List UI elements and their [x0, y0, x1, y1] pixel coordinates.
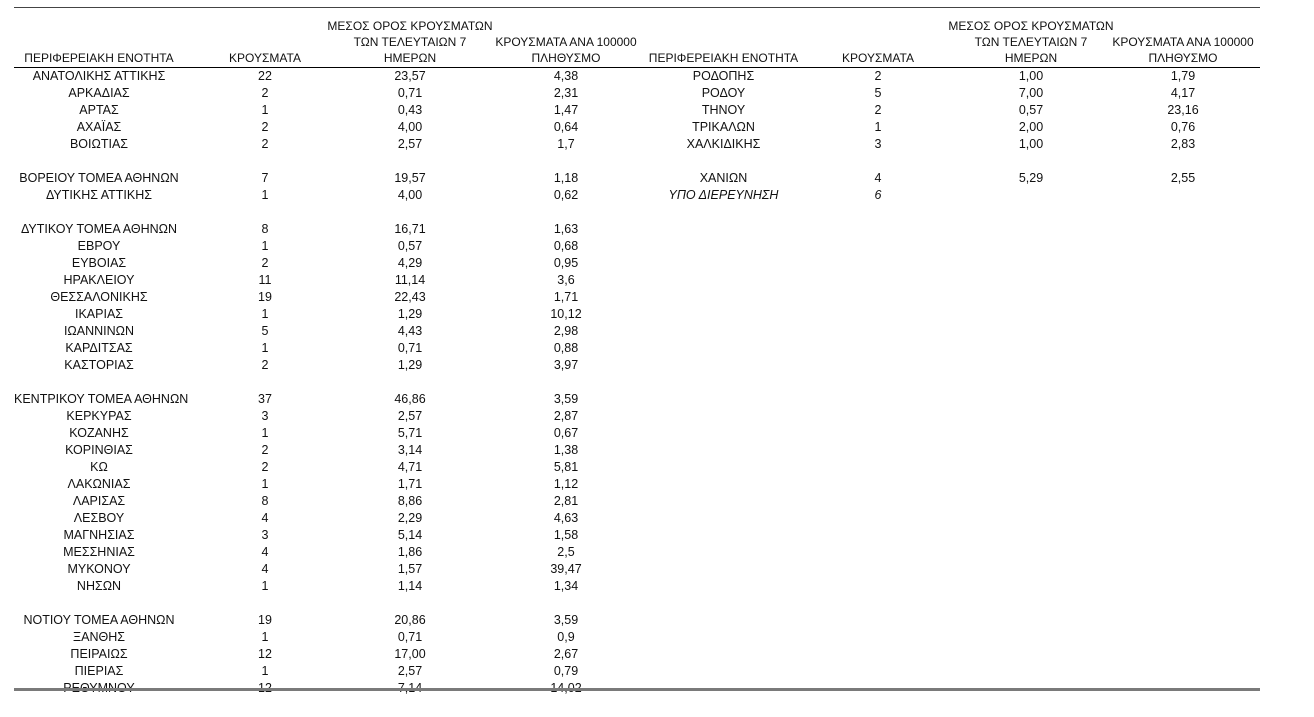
cell-per100k: 1,63 — [553, 222, 579, 236]
cell-region: ΕΥΒΟΙΑΣ — [71, 256, 127, 270]
cell-region: ΙΩΑΝΝΙΝΩΝ — [63, 324, 135, 338]
cell-avg7: 1,00 — [1018, 69, 1044, 83]
cell-region: ΗΡΑΚΛΕΙΟΥ — [63, 273, 135, 287]
cell-region: ΚΟΡΙΝΘΙΑΣ — [65, 443, 133, 457]
cell-cases: 4 — [261, 545, 269, 559]
cell-region: ΚΟΖΑΝΗΣ — [69, 426, 129, 440]
table-row — [646, 68, 1260, 85]
cell-cases: 37 — [258, 392, 272, 406]
cell-avg7: 1,57 — [397, 562, 423, 576]
table-row — [14, 255, 646, 272]
table-row — [14, 629, 646, 646]
header-avg7-line1: ΜΕΣΟΣ ΟΡΟΣ ΚΡΟΥΣΜΑΤΩΝ — [327, 19, 493, 33]
cell-avg7: 2,57 — [397, 664, 423, 678]
cell-cases: 22 — [258, 69, 272, 83]
table-row — [14, 374, 646, 391]
cell-per100k: 3,97 — [553, 358, 579, 372]
table-row — [14, 578, 646, 595]
cell-per100k: 1,71 — [553, 290, 579, 304]
table-row — [14, 323, 646, 340]
cell-per100k: 2,5 — [557, 545, 575, 559]
cell-cases: 4 — [261, 511, 269, 525]
cell-avg7: 1,29 — [397, 307, 423, 321]
cell-cases: 1 — [261, 426, 269, 440]
table-row — [14, 595, 646, 612]
cell-cases: 2 — [261, 460, 269, 474]
cell-region: ΛΑΚΩΝΙΑΣ — [67, 477, 131, 491]
cell-region: ΡΟΔΟΠΗΣ — [692, 69, 755, 83]
header-cases: ΚΡΟΥΣΜΑΤΑ — [229, 51, 301, 65]
cell-avg7: 5,29 — [1018, 171, 1044, 185]
table-row — [14, 391, 646, 408]
table-row — [646, 187, 1260, 204]
cell-avg7: 0,71 — [397, 630, 423, 644]
cell-per100k: 1,47 — [553, 103, 579, 117]
cell-per100k: 2,81 — [553, 494, 579, 508]
cell-avg7: 4,29 — [397, 256, 423, 270]
cell-per100k: 0,76 — [1170, 120, 1196, 134]
cell-cases: 2 — [874, 103, 882, 117]
cell-avg7: 2,29 — [397, 511, 423, 525]
header-avg7-line3: ΗΜΕΡΩΝ — [1004, 51, 1058, 65]
cell-region: ΚΑΡΔΙΤΣΑΣ — [65, 341, 133, 355]
header-per100k-line2: ΠΛΗΘΥΣΜΟ — [531, 51, 601, 65]
cell-region: ΑΝΑΤΟΛΙΚΗΣ ΑΤΤΙΚΗΣ — [32, 69, 166, 83]
cell-per100k: 0,79 — [553, 664, 579, 678]
cell-region: ΚΩ — [90, 460, 108, 474]
cell-avg7: 17,00 — [394, 647, 426, 661]
table-row — [14, 272, 646, 289]
table-row — [14, 204, 646, 221]
cell-region: ΝΗΣΩΝ — [76, 579, 122, 593]
cell-avg7: 1,29 — [397, 358, 423, 372]
cell-region: ΑΡΚΑΔΙΑΣ — [68, 86, 130, 100]
cell-region: ΤΗΝΟΥ — [701, 103, 746, 117]
cell-avg7: 0,57 — [1018, 103, 1044, 117]
cell-avg7: 16,71 — [394, 222, 426, 236]
cell-region: ΔΥΤΙΚΟΥ ΤΟΜΕΑ ΑΘΗΝΩΝ — [20, 222, 178, 236]
cell-cases: 19 — [258, 290, 272, 304]
cell-avg7: 0,43 — [397, 103, 423, 117]
cell-avg7: 0,71 — [397, 86, 423, 100]
table-row — [14, 425, 646, 442]
bottom-rule — [14, 688, 1260, 691]
cell-per100k: 2,98 — [553, 324, 579, 338]
cell-per100k: 0,62 — [553, 188, 579, 202]
cell-avg7: 4,43 — [397, 324, 423, 338]
right-table-header — [646, 19, 1260, 68]
header-region: ΠΕΡΙΦΕΡΕΙΑΚΗ ΕΝΟΤΗΤΑ — [648, 51, 799, 65]
cell-per100k: 3,59 — [553, 613, 579, 627]
cell-cases: 2 — [261, 86, 269, 100]
cell-region: ΞΑΝΘΗΣ — [73, 630, 125, 644]
cell-avg7: 4,71 — [397, 460, 423, 474]
table-row — [14, 340, 646, 357]
cell-cases: 1 — [261, 103, 269, 117]
cell-region: ΛΑΡΙΣΑΣ — [72, 494, 126, 508]
header-per100k-line2: ΠΛΗΘΥΣΜΟ — [1148, 51, 1218, 65]
cell-avg7: 1,00 — [1018, 137, 1044, 151]
cell-region: ΜΥΚΟΝΟΥ — [67, 562, 131, 576]
table-row — [646, 119, 1260, 136]
table-row — [14, 408, 646, 425]
cell-cases: 1 — [261, 477, 269, 491]
cell-cases: 8 — [261, 222, 269, 236]
cell-per100k: 1,12 — [553, 477, 579, 491]
cell-avg7: 22,43 — [394, 290, 426, 304]
header-per100k — [491, 34, 641, 66]
cell-per100k: 2,83 — [1170, 137, 1196, 151]
cell-avg7: 11,14 — [394, 273, 426, 287]
cell-per100k: 3,59 — [553, 392, 579, 406]
cell-avg7: 2,00 — [1018, 120, 1044, 134]
table-row — [14, 187, 646, 204]
header-avg7-line1: ΜΕΣΟΣ ΟΡΟΣ ΚΡΟΥΣΜΑΤΩΝ — [948, 19, 1114, 33]
cell-region: ΛΕΣΒΟΥ — [73, 511, 125, 525]
cell-avg7: 19,57 — [394, 171, 426, 185]
cell-per100k: 23,16 — [1167, 103, 1199, 117]
cell-cases: 4 — [874, 171, 882, 185]
cell-per100k: 1,34 — [553, 579, 579, 593]
cell-region: ΒΟΡΕΙΟΥ ΤΟΜΕΑ ΑΘΗΝΩΝ — [19, 171, 179, 185]
header-avg7-line2: ΤΩΝ ΤΕΛΕΥΤΑΙΩΝ 7 — [974, 35, 1088, 49]
cell-per100k: 2,67 — [553, 647, 579, 661]
cell-avg7: 7,00 — [1018, 86, 1044, 100]
cell-cases: 3 — [261, 528, 269, 542]
table-row — [14, 153, 646, 170]
cell-cases: 1 — [261, 188, 269, 202]
cell-region: ΒΟΙΩΤΙΑΣ — [69, 137, 129, 151]
cell-cases: 1 — [261, 307, 269, 321]
cell-per100k: 5,81 — [553, 460, 579, 474]
header-cases: ΚΡΟΥΣΜΑΤΑ — [842, 51, 914, 65]
cell-per100k: 3,6 — [557, 273, 575, 287]
table-row — [14, 663, 646, 680]
cell-cases: 19 — [258, 613, 272, 627]
cell-region: ΝΟΤΙΟΥ ΤΟΜΕΑ ΑΘΗΝΩΝ — [23, 613, 175, 627]
header-avg7 — [325, 18, 495, 66]
cell-cases: 12 — [258, 647, 272, 661]
table-row — [14, 238, 646, 255]
cell-avg7: 1,86 — [397, 545, 423, 559]
cell-per100k: 2,55 — [1170, 171, 1196, 185]
cell-cases: 7 — [261, 171, 269, 185]
cell-per100k: 0,95 — [553, 256, 579, 270]
cell-region: ΔΥΤΙΚΗΣ ΑΤΤΙΚΗΣ — [46, 188, 152, 202]
cell-avg7: 1,71 — [397, 477, 423, 491]
table-row — [646, 136, 1260, 153]
table-row — [14, 136, 646, 153]
cell-avg7: 3,14 — [397, 443, 423, 457]
table-row — [14, 357, 646, 374]
cell-region: ΧΑΝΙΩΝ — [699, 171, 748, 185]
header-region: ΠΕΡΙΦΕΡΕΙΑΚΗ ΕΝΟΤΗΤΑ — [24, 51, 174, 65]
table-row — [14, 68, 646, 85]
header-avg7-line2: ΤΩΝ ΤΕΛΕΥΤΑΙΩΝ 7 — [353, 35, 467, 49]
cell-avg7: 4,00 — [397, 120, 423, 134]
cell-per100k: 0,64 — [553, 120, 579, 134]
cell-cases: 2 — [261, 137, 269, 151]
header-avg7 — [946, 18, 1116, 66]
cell-avg7: 2,57 — [397, 409, 423, 423]
header-per100k-line1: ΚΡΟΥΣΜΑΤΑ ΑΝΑ 100000 — [495, 35, 637, 49]
cell-avg7: 0,57 — [397, 239, 423, 253]
cell-region: ΡΟΔΟΥ — [701, 86, 746, 100]
table-row — [14, 646, 646, 663]
cell-cases: 3 — [874, 137, 882, 151]
cell-avg7: 46,86 — [394, 392, 426, 406]
cell-region: ΥΠΟ ΔΙΕΡΕΥΝΗΣΗ — [668, 188, 779, 202]
cell-per100k: 0,67 — [553, 426, 579, 440]
cell-cases: 3 — [261, 409, 269, 423]
cell-per100k: 1,38 — [553, 443, 579, 457]
cell-cases: 5 — [874, 86, 882, 100]
table-row — [14, 85, 646, 102]
header-per100k-line1: ΚΡΟΥΣΜΑΤΑ ΑΝΑ 100000 — [1112, 35, 1254, 49]
cell-per100k: 0,68 — [553, 239, 579, 253]
cell-per100k: 1,79 — [1170, 69, 1196, 83]
cell-region: ΠΙΕΡΙΑΣ — [74, 664, 124, 678]
header-per100k — [1108, 34, 1258, 66]
cell-region: ΑΧΑΪΑΣ — [76, 120, 122, 134]
cell-cases: 2 — [261, 358, 269, 372]
header-avg7-line3: ΗΜΕΡΩΝ — [383, 51, 437, 65]
cell-cases: 1 — [261, 239, 269, 253]
top-rule — [14, 7, 1260, 8]
table-row — [14, 306, 646, 323]
cell-avg7: 0,71 — [397, 341, 423, 355]
cell-region: ΙΚΑΡΙΑΣ — [74, 307, 124, 321]
cell-cases: 6 — [874, 188, 882, 202]
cell-region: ΜΑΓΝΗΣΙΑΣ — [63, 528, 135, 542]
cell-region: ΜΕΣΣΗΝΙΑΣ — [63, 545, 135, 559]
cell-per100k: 39,47 — [550, 562, 582, 576]
left-table-header — [14, 19, 646, 68]
table-row — [14, 459, 646, 476]
cell-avg7: 23,57 — [394, 69, 426, 83]
table-row — [14, 289, 646, 306]
cell-avg7: 2,57 — [397, 137, 423, 151]
cell-region: ΧΑΛΚΙΔΙΚΗΣ — [686, 137, 761, 151]
cell-per100k: 1,7 — [557, 137, 575, 151]
cell-avg7: 1,14 — [397, 579, 423, 593]
cell-per100k: 4,38 — [553, 69, 579, 83]
cell-avg7: 5,71 — [397, 426, 423, 440]
cell-per100k: 0,9 — [557, 630, 575, 644]
cell-per100k: 0,88 — [553, 341, 579, 355]
cell-region: ΘΕΣΣΑΛΟΝΙΚΗΣ — [50, 290, 148, 304]
cell-avg7: 20,86 — [394, 613, 426, 627]
table-row — [14, 221, 646, 238]
cell-per100k: 1,58 — [553, 528, 579, 542]
cell-per100k: 2,87 — [553, 409, 579, 423]
table-row — [14, 493, 646, 510]
cell-cases: 8 — [261, 494, 269, 508]
table-row — [14, 612, 646, 629]
table-row — [14, 170, 646, 187]
cell-cases: 1 — [261, 579, 269, 593]
cell-avg7: 5,14 — [397, 528, 423, 542]
table-row — [14, 510, 646, 527]
cell-region: ΕΒΡΟΥ — [77, 239, 121, 253]
cell-cases: 5 — [261, 324, 269, 338]
table-row — [14, 102, 646, 119]
table-row — [14, 442, 646, 459]
cell-cases: 1 — [261, 630, 269, 644]
cell-cases: 1 — [261, 664, 269, 678]
cell-cases: 1 — [261, 341, 269, 355]
table-row — [14, 544, 646, 561]
cell-region: ΚΕΡΚΥΡΑΣ — [66, 409, 132, 423]
cell-per100k: 10,12 — [550, 307, 582, 321]
cell-cases: 2 — [261, 256, 269, 270]
table-row — [14, 527, 646, 544]
table-row — [14, 119, 646, 136]
table-row — [14, 476, 646, 493]
table-row — [646, 153, 1260, 170]
cell-region: ΚΕΝΤΡΙΚΟΥ ΤΟΜΕΑ ΑΘΗΝΩΝ — [14, 392, 189, 406]
cell-cases: 2 — [261, 443, 269, 457]
cell-region: ΤΡΙΚΑΛΩΝ — [692, 120, 755, 134]
cell-per100k: 4,17 — [1170, 86, 1196, 100]
cell-region: ΠΕΙΡΑΙΩΣ — [70, 647, 128, 661]
cell-avg7: 4,00 — [397, 188, 423, 202]
cell-cases: 11 — [258, 273, 272, 287]
cell-avg7: 8,86 — [397, 494, 423, 508]
cell-cases: 4 — [261, 562, 269, 576]
cell-per100k: 1,18 — [553, 171, 579, 185]
cell-cases: 2 — [874, 69, 882, 83]
cell-per100k: 4,63 — [553, 511, 579, 525]
table-row — [646, 85, 1260, 102]
cell-per100k: 2,31 — [553, 86, 579, 100]
cell-cases: 1 — [874, 120, 882, 134]
cell-region: ΚΑΣΤΟΡΙΑΣ — [64, 358, 134, 372]
cell-region: ΑΡΤΑΣ — [79, 103, 119, 117]
table-row — [646, 102, 1260, 119]
table-row — [646, 170, 1260, 187]
table-row — [14, 561, 646, 578]
cell-cases: 2 — [261, 120, 269, 134]
